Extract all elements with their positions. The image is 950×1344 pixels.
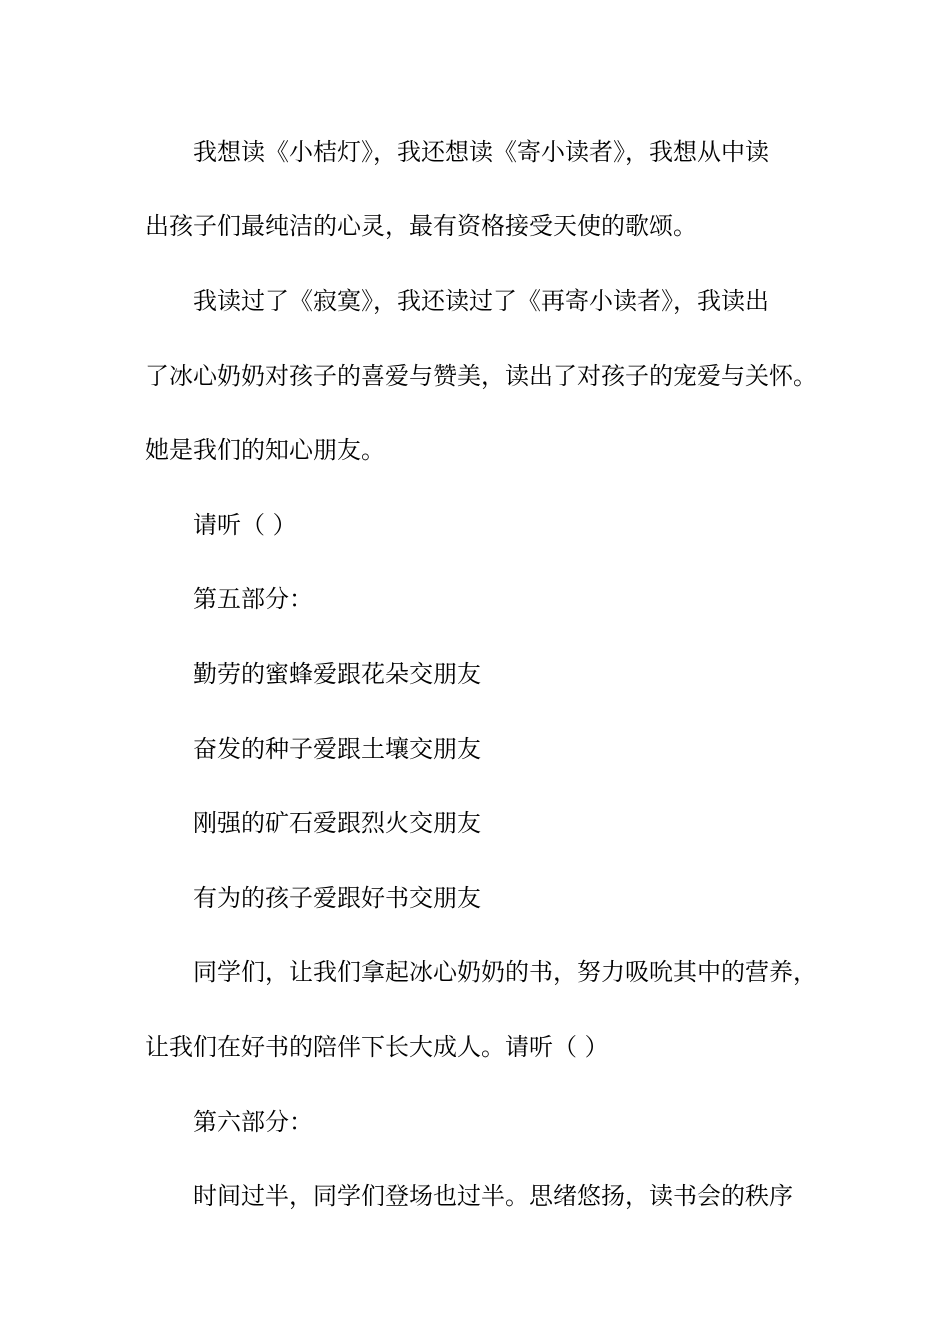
paragraph-line: 让我们在好书的陪伴下长大成人。请听（ ） (145, 1033, 609, 1061)
paragraph-line: 时间过半，同学们登场也过半。思绪悠扬，读书会的秩序 (193, 1182, 793, 1210)
paragraph-line: 出孩子们最纯洁的心灵，最有资格接受天使的歌颂。 (145, 212, 697, 240)
poem-line: 刚强的矿石爱跟烈火交朋友 (193, 809, 481, 837)
paragraph-line: 同学们，让我们拿起冰心奶奶的书，努力吸吮其中的营养， (193, 958, 817, 986)
paragraph-line: 了冰心奶奶对孩子的喜爱与赞美，读出了对孩子的宠爱与关怀。 (145, 362, 817, 390)
paragraph-line: 我想读《小桔灯》，我还想读《寄小读者》，我想从中读 (193, 138, 769, 166)
paragraph-line: 她是我们的知心朋友。 (145, 436, 385, 464)
poem-line: 有为的孩子爱跟好书交朋友 (193, 884, 481, 912)
poem-line: 勤劳的蜜蜂爱跟花朵交朋友 (193, 660, 481, 688)
section-heading: 第六部分： (193, 1108, 313, 1136)
poem-line: 奋发的种子爱跟土壤交朋友 (193, 735, 481, 763)
section-heading: 第五部分： (193, 585, 313, 613)
paragraph-line: 我读过了《寂寞》，我还读过了《再寄小读者》，我读出 (193, 287, 769, 315)
paragraph-line: 请听（ ） (193, 511, 297, 539)
